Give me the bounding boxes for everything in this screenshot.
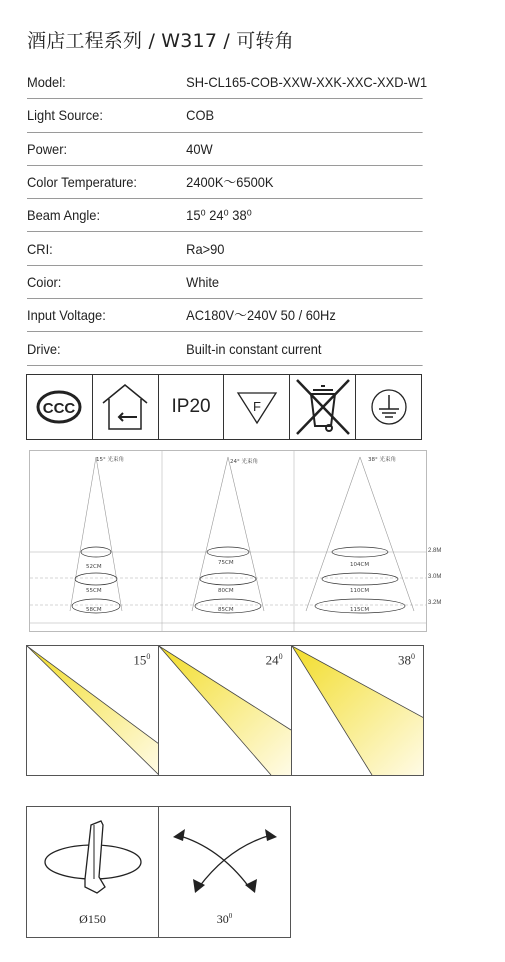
spec-key: Beam Angle: bbox=[27, 207, 101, 224]
spec-value: Ra>90 bbox=[186, 240, 225, 257]
spot-size: 52CM bbox=[86, 564, 102, 570]
spot-size: 80CM bbox=[218, 588, 234, 594]
spec-key: CRI: bbox=[27, 240, 53, 257]
ground-cert bbox=[356, 375, 421, 439]
spec-value: Built-in constant current bbox=[186, 340, 322, 357]
spot-size: 55CM bbox=[86, 588, 102, 594]
spot-size: 58CM bbox=[86, 607, 102, 613]
ip-rating bbox=[159, 375, 225, 439]
weee-cert bbox=[290, 375, 356, 439]
spot-size: 110CM bbox=[350, 588, 370, 594]
spec-row bbox=[27, 99, 423, 132]
beam-label: 15° 光束角 bbox=[96, 457, 124, 463]
rotate-arrows-icon bbox=[159, 807, 290, 907]
spec-value: COB bbox=[186, 107, 215, 124]
tilt-label: $30^0$ bbox=[216, 912, 233, 926]
f-mark-text: F bbox=[252, 399, 261, 414]
beam-degree-label: $15^0$ bbox=[133, 652, 151, 668]
crossed-bin-icon bbox=[293, 376, 353, 438]
spot-size: 104CM bbox=[350, 562, 370, 568]
spec-value: SH-CL165-COB-XXW-XXK-XXC-XXD-W1 bbox=[186, 74, 428, 91]
fixture-outline-icon bbox=[27, 807, 158, 907]
tilt-angle-panel bbox=[159, 807, 290, 937]
indoor-cert bbox=[93, 375, 159, 439]
beam-angle-diagram bbox=[29, 450, 427, 632]
page-title: 酒店工程系列 / W317 / 可转角 bbox=[27, 30, 294, 52]
spec-value: 2400K～6500K bbox=[186, 174, 274, 191]
f-mark-icon bbox=[234, 387, 280, 427]
spot-size: 85CM bbox=[218, 607, 234, 613]
spec-row bbox=[27, 232, 423, 265]
spec-table bbox=[27, 66, 428, 366]
ccc-text: CCC bbox=[43, 400, 76, 417]
spec-key: Model: bbox=[27, 74, 66, 91]
beam-label: 38° 光束角 bbox=[368, 457, 396, 463]
beam-degree-label: $24^0$ bbox=[265, 652, 283, 668]
indoor-use-icon bbox=[97, 381, 153, 433]
rotation-panels bbox=[26, 806, 291, 938]
spec-key: Power: bbox=[27, 140, 68, 157]
spec-row bbox=[27, 66, 428, 99]
spec-key: Coior: bbox=[27, 273, 62, 290]
distance-label: 3.0M bbox=[428, 574, 442, 580]
spec-key: Drive: bbox=[27, 340, 61, 357]
spec-row bbox=[27, 166, 423, 199]
spot-size: 115CM bbox=[350, 607, 370, 613]
distance-label: 2.8M bbox=[428, 548, 442, 554]
spec-row bbox=[27, 266, 423, 299]
ground-icon bbox=[367, 385, 411, 429]
spot-size: 75CM bbox=[218, 560, 234, 566]
spec-value: White bbox=[186, 273, 220, 290]
fixture-diameter-panel bbox=[27, 807, 159, 937]
f-mark-cert bbox=[224, 375, 290, 439]
beam-degree-label: $38^0$ bbox=[397, 652, 415, 668]
beam-panel-15 bbox=[27, 646, 159, 775]
certification-strip bbox=[26, 374, 422, 440]
spec-row bbox=[27, 299, 423, 332]
ip-rating-text: IP20 bbox=[171, 396, 211, 417]
beam-label: 24° 光束角 bbox=[230, 459, 258, 465]
spec-key: Light Source: bbox=[27, 107, 103, 124]
beam-panel-24 bbox=[159, 646, 291, 775]
beam-panel-38 bbox=[292, 646, 423, 775]
spec-value: AC180V～240V 50 / 60Hz bbox=[186, 307, 336, 324]
spec-row bbox=[27, 199, 423, 232]
spec-row bbox=[27, 133, 423, 166]
beam-shading-panels bbox=[26, 645, 424, 776]
ccc-cert bbox=[27, 375, 93, 439]
diameter-label: Ø150 bbox=[79, 912, 106, 926]
spec-row bbox=[27, 332, 423, 365]
beam-diagram-svg bbox=[30, 451, 426, 631]
spec-value: 40W bbox=[186, 140, 213, 157]
ccc-icon bbox=[34, 387, 84, 427]
distance-label: 3.2M bbox=[428, 600, 442, 606]
spec-key: Color Temperature: bbox=[27, 174, 138, 191]
spec-value: 15⁰ 24⁰ 38⁰ bbox=[186, 206, 252, 223]
spec-key: Input Voltage: bbox=[27, 307, 106, 324]
